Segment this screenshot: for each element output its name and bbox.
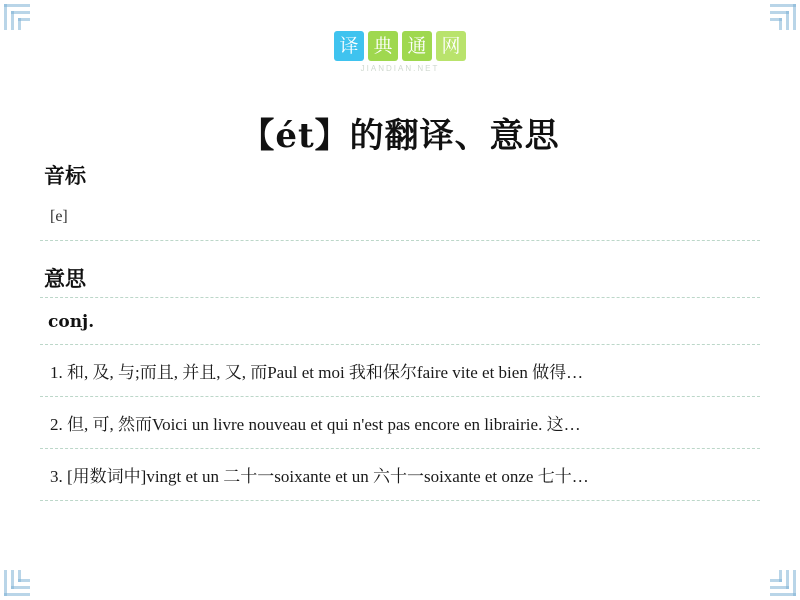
sense-item: 2. 但, 可, 然而Voici un livre nouveau et qui n'est pas encore en librairie. 这… — [50, 415, 581, 434]
logo-tile-2: 典 — [368, 31, 398, 61]
ornament-bottom-left — [4, 570, 30, 596]
site-logo[interactable] — [0, 18, 800, 73]
phonetic-heading: 音标 — [44, 164, 86, 188]
phonetic-value: [e] — [50, 208, 68, 225]
logo-tile-1: 译 — [334, 31, 364, 61]
entry-content — [40, 160, 760, 501]
logo-tile-3: 通 — [402, 31, 432, 61]
page-title: 【ét】的翻译、意思 — [240, 115, 560, 156]
logo-subtitle: JIANDIAN.NET — [360, 64, 440, 73]
logo-tiles — [332, 31, 468, 61]
ornament-bottom-right — [770, 570, 796, 596]
sense-item: 1. 和, 及, 与;而且, 并且, 又, 而Paul et moi 我和保尔faire vite et bien 做得… — [50, 363, 584, 382]
part-of-speech: conj. — [48, 312, 95, 332]
sense-item: 3. [用数词中]vingt et un 二十一soixante et un 六十一soixante et onze 七十… — [50, 467, 589, 486]
logo-tile-4: 网 — [436, 31, 466, 61]
spacer — [40, 241, 760, 263]
divider — [40, 500, 760, 501]
meaning-heading: 意思 — [44, 267, 86, 291]
